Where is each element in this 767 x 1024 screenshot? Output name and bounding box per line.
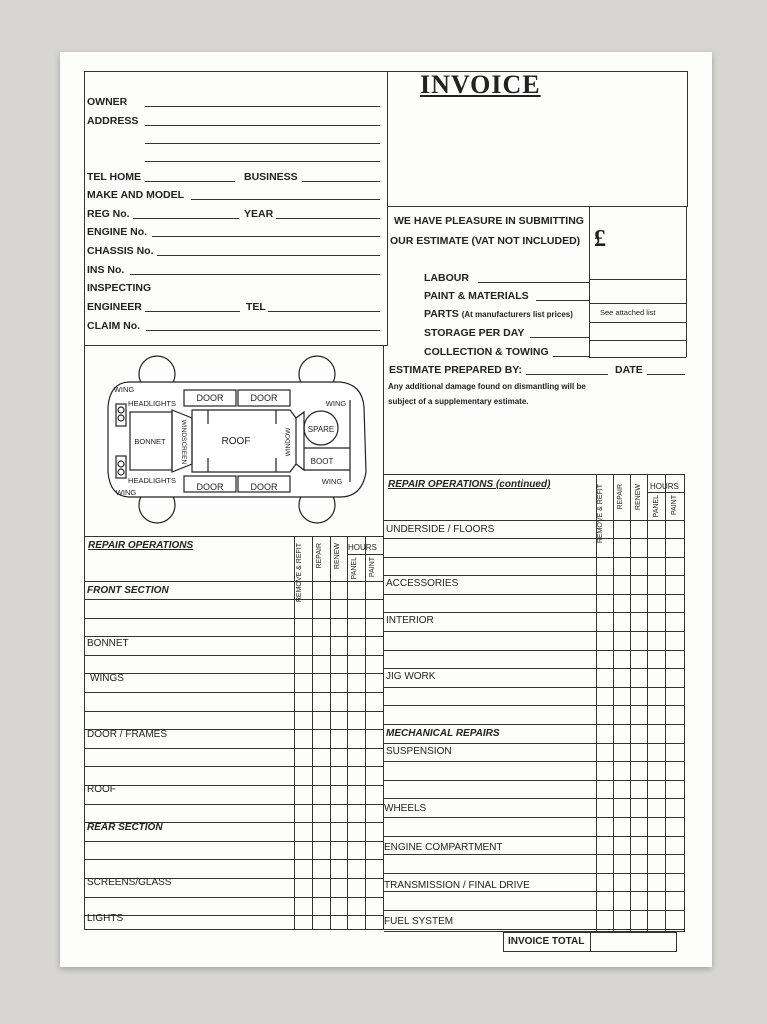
door-rear-left-label: DOOR bbox=[250, 393, 278, 403]
estimate-line2: OUR ESTIMATE (VAT NOT INCLUDED) bbox=[390, 235, 581, 247]
col-renew-right: RENEW bbox=[635, 484, 642, 511]
tel-label: TEL bbox=[246, 301, 266, 313]
labour-field[interactable] bbox=[478, 282, 589, 283]
front-section-label: FRONT SECTION bbox=[87, 585, 169, 596]
rear-section-label: REAR SECTION bbox=[87, 822, 163, 833]
col-panel-right: PANEL bbox=[653, 495, 660, 518]
grid-line bbox=[384, 575, 685, 576]
tel-field[interactable] bbox=[268, 311, 380, 312]
address-label: ADDRESS bbox=[87, 115, 139, 127]
jig-work-row-label: JIG WORK bbox=[386, 671, 436, 682]
business-label: BUSINESS bbox=[244, 171, 298, 183]
business-field[interactable] bbox=[302, 181, 380, 182]
col-renew-left: RENEW bbox=[334, 543, 341, 570]
grid-line bbox=[84, 766, 384, 767]
wings-row-label: WINGS bbox=[90, 673, 124, 684]
col-repair-right: REPAIR bbox=[617, 484, 624, 510]
right-header: REPAIR OPERATIONS (continued) bbox=[388, 479, 551, 490]
invoice-total-field[interactable] bbox=[590, 932, 677, 952]
wing-front-left-label: WING bbox=[113, 385, 135, 394]
screens-glass-row-label: SCREENS/GLASS bbox=[87, 877, 172, 888]
storage-label: STORAGE PER DAY bbox=[424, 327, 525, 339]
windscreen-label: WINDSCREEN bbox=[180, 419, 187, 465]
grid-line bbox=[384, 780, 685, 781]
col-remove-right: REMOVE & REFIT bbox=[597, 484, 604, 544]
make-model-label: MAKE AND MODEL bbox=[87, 189, 185, 201]
ins-no-label: INS No. bbox=[87, 264, 125, 276]
left-header: REPAIR OPERATIONS bbox=[88, 540, 194, 551]
grid-line bbox=[384, 668, 685, 669]
inspecting-label: INSPECTING bbox=[87, 282, 152, 294]
mechanical-label: MECHANICAL REPAIRS bbox=[386, 728, 500, 739]
underside-row-label: UNDERSIDE / FLOORS bbox=[386, 524, 495, 535]
suspension-row-label: SUSPENSION bbox=[386, 746, 452, 757]
lights-row-label: LIGHTS bbox=[87, 913, 124, 924]
col-hours-right: HOURS bbox=[650, 482, 679, 491]
storage-field[interactable] bbox=[530, 337, 589, 338]
grid-line bbox=[312, 536, 313, 929]
owner-label: OWNER bbox=[87, 96, 128, 108]
col-remove-left: REMOVE & REFIT bbox=[296, 543, 303, 603]
grid-line bbox=[384, 631, 685, 632]
wheels-row-label: WHEELS bbox=[384, 803, 427, 814]
year-field[interactable] bbox=[276, 218, 380, 219]
estimate-line1: WE HAVE PLEASURE IN SUBMITTING bbox=[394, 215, 584, 227]
grid-line bbox=[84, 841, 384, 842]
grid-line bbox=[347, 554, 384, 555]
grid-line bbox=[384, 705, 685, 706]
grid-line bbox=[665, 474, 666, 931]
prepared-by-label: ESTIMATE PREPARED BY: bbox=[389, 364, 523, 376]
grid-line bbox=[613, 474, 614, 931]
grid-line bbox=[384, 836, 685, 837]
door-frames-row-label: DOOR / FRAMES bbox=[87, 729, 168, 740]
address-field-3[interactable] bbox=[145, 161, 380, 162]
grid-line bbox=[84, 618, 384, 619]
grid-line bbox=[330, 536, 331, 929]
grid-line bbox=[384, 761, 685, 762]
engineer-label: ENGINEER bbox=[87, 301, 142, 313]
grid-line bbox=[384, 891, 685, 892]
boot-label: BOOT bbox=[310, 457, 334, 466]
grid-line bbox=[384, 798, 685, 799]
wing-rear-left-label: WING bbox=[325, 399, 347, 408]
grid-line bbox=[84, 785, 384, 786]
engine-compartment-row-label: ENGINE COMPARTMENT bbox=[384, 842, 503, 853]
chassis-no-label: CHASSIS No. bbox=[87, 245, 154, 257]
invoice-title: INVOICE bbox=[420, 70, 541, 99]
col-hours-left: HOURS bbox=[348, 543, 377, 552]
grid-line bbox=[84, 748, 384, 749]
col-panel-left: PANEL bbox=[351, 557, 358, 580]
tel-home-label: TEL HOME bbox=[87, 171, 142, 183]
collection-label: COLLECTION & TOWING bbox=[424, 346, 549, 358]
prepared-by-field[interactable] bbox=[526, 374, 608, 375]
grid-line bbox=[84, 897, 384, 898]
accessories-row-label: ACCESSORIES bbox=[386, 578, 459, 589]
grid-line bbox=[84, 581, 384, 582]
grid-line bbox=[384, 538, 685, 539]
window-label: WINDOW bbox=[285, 427, 292, 457]
grid-line bbox=[84, 655, 384, 656]
grid-line bbox=[84, 915, 384, 916]
grid-line bbox=[647, 492, 685, 493]
owner-field[interactable] bbox=[145, 106, 380, 107]
grid-line bbox=[384, 724, 685, 725]
reg-no-field[interactable] bbox=[133, 218, 239, 219]
paint-materials-label: PAINT & MATERIALS bbox=[424, 290, 529, 302]
car-damage-diagram[interactable] bbox=[100, 352, 370, 527]
date-field[interactable] bbox=[647, 374, 685, 375]
grid-line bbox=[384, 612, 685, 613]
grid-line bbox=[384, 650, 685, 651]
grid-line bbox=[384, 929, 685, 930]
grid-line bbox=[384, 854, 685, 855]
year-label: YEAR bbox=[244, 208, 274, 220]
door-front-right-label: DOOR bbox=[196, 482, 224, 492]
parts-label: PARTS (At manufacturers list prices) bbox=[424, 308, 573, 320]
roof-row-label: ROOF bbox=[87, 784, 116, 795]
labour-label: LABOUR bbox=[424, 272, 469, 284]
grid-line bbox=[384, 910, 685, 911]
engineer-field[interactable] bbox=[145, 311, 240, 312]
grid-line bbox=[384, 594, 685, 595]
claim-no-label: CLAIM No. bbox=[87, 320, 141, 332]
interior-row-label: INTERIOR bbox=[386, 615, 434, 626]
collection-field[interactable] bbox=[553, 356, 589, 357]
col-paint-right: PAINT bbox=[671, 495, 678, 516]
bonnet-label: BONNET bbox=[134, 437, 166, 446]
grid-line bbox=[84, 859, 384, 860]
headlights-top-label: HEADLIGHTS bbox=[128, 399, 176, 408]
grid-line bbox=[84, 804, 384, 805]
pound-sign: £ bbox=[594, 226, 606, 252]
wing-front-right-label: WING bbox=[115, 488, 137, 497]
roof-label: ROOF bbox=[221, 436, 251, 447]
see-attached-note: See attached list bbox=[600, 308, 656, 317]
spare-label: SPARE bbox=[307, 425, 335, 434]
col-paint-left: PAINT bbox=[369, 557, 376, 578]
grid-line bbox=[84, 636, 384, 637]
wing-rear-right-label: WING bbox=[321, 477, 343, 486]
door-front-left-label: DOOR bbox=[196, 393, 224, 403]
headlights-bottom-label: HEADLIGHTS bbox=[128, 476, 176, 485]
grid-line bbox=[384, 817, 685, 818]
grid-line bbox=[647, 474, 648, 931]
note-line1: Any additional damage found on dismantling will be bbox=[388, 382, 586, 391]
parts-note: (At manufacturers list prices) bbox=[461, 310, 573, 319]
grid-line bbox=[384, 873, 685, 874]
grid-line bbox=[384, 520, 685, 521]
chassis-no-field[interactable] bbox=[157, 255, 380, 256]
make-model-field[interactable] bbox=[191, 199, 380, 200]
right-repair-table bbox=[384, 474, 685, 932]
grid-line bbox=[84, 673, 384, 674]
grid-line bbox=[365, 536, 366, 929]
grid-line bbox=[630, 474, 631, 931]
date-label: DATE bbox=[615, 364, 643, 376]
grid-line bbox=[294, 536, 295, 929]
tel-home-field[interactable] bbox=[145, 181, 235, 182]
grid-line bbox=[84, 692, 384, 693]
grid-line bbox=[384, 687, 685, 688]
paint-materials-field[interactable] bbox=[536, 300, 589, 301]
address-field-2[interactable] bbox=[145, 143, 380, 144]
engine-no-field[interactable] bbox=[152, 236, 380, 237]
claim-no-field[interactable] bbox=[146, 330, 380, 331]
invoice-header-box bbox=[387, 71, 688, 207]
grid-line bbox=[347, 536, 348, 929]
grid-line bbox=[84, 711, 384, 712]
ins-no-field[interactable] bbox=[130, 274, 380, 275]
fuel-system-row-label: FUEL SYSTEM bbox=[384, 916, 454, 927]
reg-no-label: REG No. bbox=[87, 208, 130, 220]
note-line2: subject of a supplementary estimate. bbox=[388, 397, 529, 406]
door-rear-right-label: DOOR bbox=[250, 482, 278, 492]
grid-line bbox=[384, 743, 685, 744]
grid-line bbox=[84, 599, 384, 600]
address-field-1[interactable] bbox=[145, 125, 380, 126]
bonnet-row-label: BONNET bbox=[87, 638, 129, 649]
col-repair-left: REPAIR bbox=[316, 543, 323, 569]
engine-no-label: ENGINE No. bbox=[87, 226, 148, 238]
invoice-total-label: INVOICE TOTAL bbox=[508, 936, 585, 947]
grid-line bbox=[384, 557, 685, 558]
transmission-row-label: TRANSMISSION / FINAL DRIVE bbox=[384, 880, 530, 891]
